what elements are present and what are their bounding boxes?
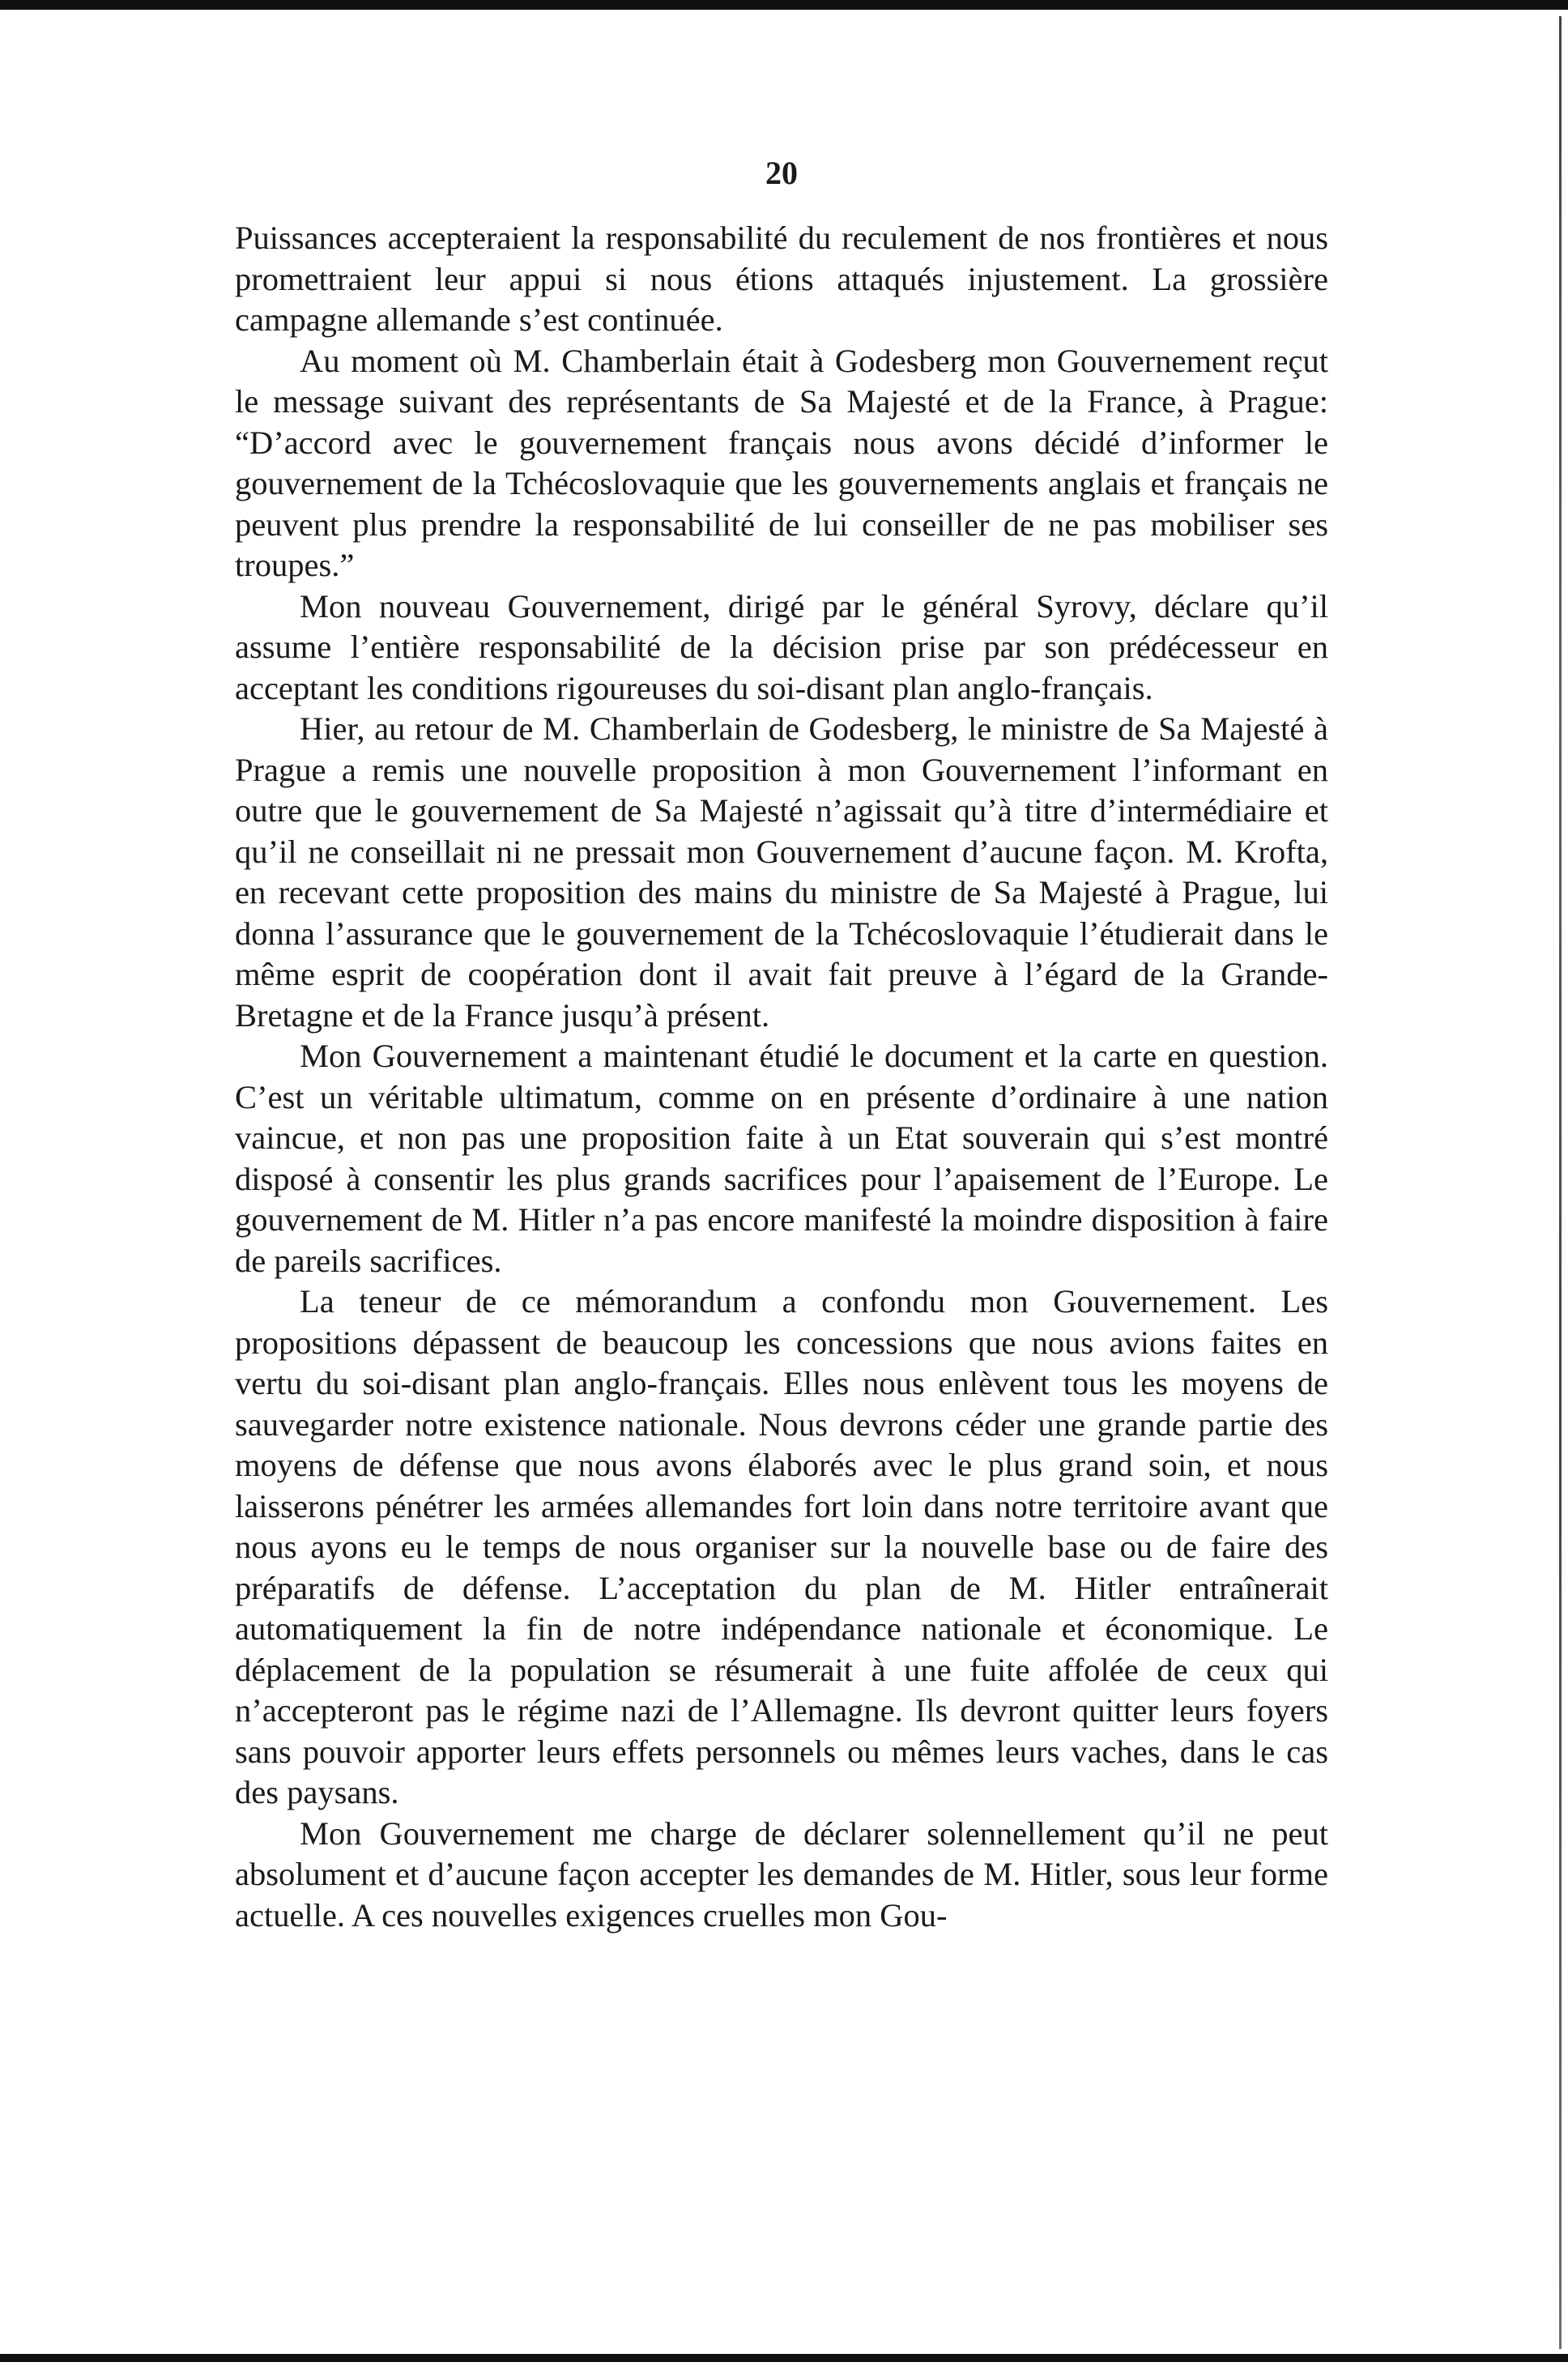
paragraph-3: Mon nouveau Gouvernement, dirigé par le général Syrovy, déclare qu’il assume l’entière responsabilité de la décision prise par son prédécesseur en acceptant les conditions rigoureuses du soi-disant plan anglo-français. <box>235 587 1328 706</box>
paragraph-6: La teneur de ce mémorandum a confondu mon Gouvernement. Les propositions dépassent de beaucoup les concessions que nous avions faites en vertu du soi-disant plan anglo-français. Elles nous enlèvent tous les moyens de sauvegarder notre existence nationale. Nous devrons céder une grande partie des moyens de défense que nous avons élaborés avec le plus grand soin, et nous laisserons pénétrer les armées allemandes fort loin dans notre territoire avant que nous ayons eu le temps de nous organiser sur la nouvelle base ou de faire des préparatifs de défense. L’acceptation du plan de M. Hitler entraînerait automatiquement la fin de notre indépendance nationale et économique. Le déplacement de la population se résumerait à une fuite affolée de ceux qui n’accepteront pas le régime nazi de l’Allemagne. Ils devront quitter leurs foyers sans pouvoir apporter leurs effets personnels ou mêmes leurs vaches, dans le cas des paysans. <box>235 1283 1328 1810</box>
scan-top-border <box>0 0 1568 10</box>
paragraph-2: Au moment où M. Chamberlain était à Godesberg mon Gouvernement reçut le message suivant des représentants de Sa Majesté et de la France, à Prague: “D’accord avec le gouvernement français nous avons décidé d’informer le gouvernement de la Tchécoslovaquie que les gouvernements anglais et français ne peuvent plus prendre la responsabilité de lui conseiller de ne pas mobiliser ses troupes.” <box>235 342 1328 583</box>
scan-bottom-border <box>0 2354 1568 2362</box>
paragraph-7: Mon Gouvernement me charge de déclarer solennellement qu’il ne peut absolument et d’aucune façon accepter les demandes de M. Hitler, sous leur forme actuelle. A ces nouvelles exigences cruelles mon Gou- <box>235 1814 1328 1934</box>
paragraph-4: Hier, au retour de M. Chamberlain de Godesberg, le ministre de Sa Majesté à Prague a remis une nouvelle proposition à mon Gouvernement l’informant en outre que le gouvernement de Sa Majesté n’agissait qu’à titre d’intermédiaire et qu’il ne conseillait ni ne pressait mon Gouvernement d’aucune façon. M. Krofta, en recevant cette proposition des mains du ministre de Sa Majesté à Prague, lui donna l’assurance que le gouvernement de la Tchécoslovaquie l’étudierait dans le même esprit de coopération dont il avait fait preuve à l’égard de la Grande-Bretagne et de la France jusqu’à présent. <box>235 710 1328 1034</box>
paragraph-5: Mon Gouvernement a maintenant étudié le document et la carte en question. C’est un véritable ultimatum, comme on en présente d’ordinaire à une nation vaincue, et non pas une proposition faite à un Etat souverain qui s’est montré disposé à consentir les plus grands sacrifices pour l’apaisement de l’Europe. Le gouvernement de M. Hitler n’a pas encore manifesté la moindre disposition à faire de pareils sacrifices. <box>235 1038 1328 1279</box>
document-page <box>235 154 1328 1936</box>
scan-right-edge <box>1559 16 1562 2349</box>
body-text <box>235 218 1328 1936</box>
page-number: 20 <box>765 155 798 191</box>
paragraph-1: Puissances accepteraient la responsabilité du reculement de nos frontières et nous promettraient leur appui si nous étions attaqués injustement. La grossière campagne allemande s’est continuée. <box>235 220 1328 338</box>
